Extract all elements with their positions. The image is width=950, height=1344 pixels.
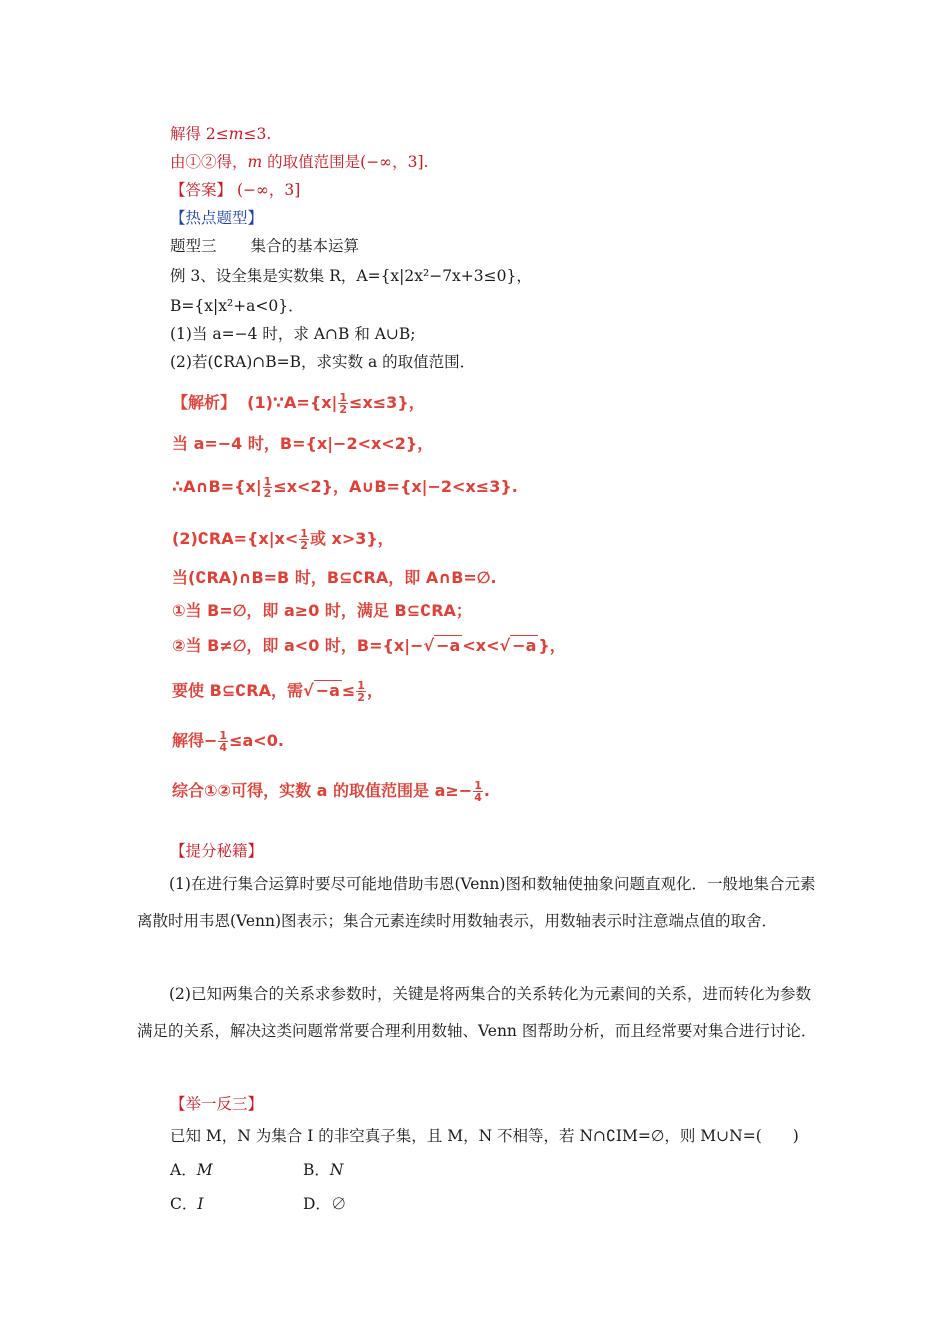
option-value: ∅ [330, 1195, 347, 1213]
text: 解得− [172, 731, 218, 750]
tips-paragraph-2: (2)已知两集合的关系求参数时，关键是将两集合的关系转化为元素间的关系，进而转化为参数满足的关系，解决这类问题常常要合理利用数轴、Venn 图帮助分析，而且经常要对集合进行讨论． [137, 985, 817, 1040]
option-label: C． [170, 1195, 198, 1213]
option-d[interactable] [303, 1194, 346, 1214]
denominator: 2 [357, 691, 365, 704]
set-b-definition: B={x|x²+a<0}． [170, 297, 304, 315]
option-b[interactable] [303, 1160, 343, 1180]
solution-line-8: 要使 B⊆∁RA，需√ −a ≤ $\frac{1}{2}$ ， [172, 679, 383, 704]
fraction-quarter [218, 730, 228, 753]
fraction-half [263, 476, 273, 499]
question-1: (1)当 a=−4 时，求 A∩B 和 A∪B; [170, 325, 416, 343]
sqrt-argument: −a [512, 636, 537, 655]
numerator: 1 [339, 391, 348, 404]
text: 综合①②可得，实数 a 的取值范围是 a≥− [172, 781, 473, 800]
numerator: 1 [357, 679, 365, 692]
solution-line-7: ②当 B≠∅，即 a<0 时，B={x|−√ −a <x<√ −a }， [172, 636, 566, 655]
option-value: M [196, 1161, 213, 1179]
numerator: 1 [474, 779, 482, 792]
practice-tag: 【举一反三】 [170, 1095, 264, 1113]
fraction-quarter [473, 780, 483, 803]
option-a[interactable] [170, 1160, 213, 1180]
text: (1)∵A={x| [247, 393, 338, 412]
solution-line-5: 当(∁RA)∩B=B 时，B⊆∁RA，即 A∩B=∅. [172, 568, 497, 587]
solution-line-3 [172, 476, 518, 499]
text: 的取值范围是(−∞，3]. [262, 153, 429, 171]
sqrt-argument: −a [436, 636, 461, 655]
numerator: 1 [300, 527, 308, 540]
solution-line-1 [172, 392, 425, 415]
option-c[interactable] [170, 1194, 204, 1214]
var-m: m [247, 153, 263, 171]
practice-question: 已知 M，N 为集合 I 的非空真子集，且 M，N 不相等，若 N∩∁IM=∅，则 M∪N=( ) [170, 1127, 799, 1145]
text: . [483, 781, 490, 800]
example-label: 例 3、设全集是实数集 R， [170, 267, 357, 285]
text: ≤a<0. [229, 731, 284, 750]
option-value: I [197, 1195, 204, 1213]
set-a-definition: A={x|2x²−7x+3≤0}， [356, 267, 532, 285]
answer-line-2 [170, 152, 428, 172]
text: ≤3. [243, 125, 272, 143]
option-label: A． [170, 1161, 197, 1179]
denominator: 2 [339, 403, 348, 416]
text: ≤x<2}，A∪B={x|−2<x≤3}. [273, 477, 518, 496]
solution-line-4 [172, 528, 394, 551]
var-m: m [228, 125, 244, 143]
text: ∴A∩B={x| [172, 477, 262, 496]
text: ②当 B≠∅，即 a<0 时，B={x|− [172, 636, 424, 655]
text: (2)∁RA={x|x< [172, 529, 299, 548]
solution-line-9 [172, 730, 284, 753]
option-value: N [329, 1161, 344, 1179]
text: ≤x≤3}， [349, 393, 425, 412]
option-label: D． [303, 1195, 331, 1213]
example-line-1 [170, 266, 532, 286]
solution-line-2: 当 a=−4 时，B={x|−2<x<2}， [172, 434, 434, 453]
tips-paragraph-1: (1)在进行集合运算时要尽可能地借助韦恩(Venn)图和数轴使抽象问题直观化．一般地集合元素离散时用韦恩(Venn)图表示；集合元素连续时用数轴表示，用数轴表示时注意端点值的取舍． [137, 875, 816, 930]
text: <x< [462, 636, 500, 655]
text: ， [366, 681, 383, 700]
text: 或 x>3}， [309, 529, 394, 548]
tips-tag: 【提分秘籍】 [170, 842, 264, 860]
text: ≤ [341, 681, 356, 700]
answer-tag: 【答案】 [170, 181, 233, 199]
option-label: B． [303, 1161, 330, 1179]
text: }， [538, 636, 566, 655]
denominator: 4 [219, 741, 228, 754]
fraction-half [338, 392, 348, 415]
numerator: 1 [263, 475, 272, 488]
numerator: 1 [219, 729, 228, 742]
answer-line-1 [170, 124, 271, 144]
sqrt-argument: −a [315, 681, 340, 700]
fraction-half [299, 528, 309, 551]
text: 解得 2≤ [170, 125, 229, 143]
question-2: (2)若(∁RA)∩B=B，求实数 a 的取值范围． [170, 353, 476, 371]
solution-tag: 【解析】 [172, 393, 237, 412]
topic-title: 集合的基本运算 [250, 237, 360, 255]
answer-line-3 [170, 180, 300, 200]
hot-topic-tag: 【热点题型】 [170, 209, 264, 227]
denominator: 2 [300, 539, 308, 552]
text: 由①②得， [170, 153, 248, 171]
topic-heading [170, 236, 359, 256]
solution-line-10 [172, 780, 490, 803]
denominator: 2 [263, 487, 272, 500]
text: 要使 B⊆∁RA，需 [172, 681, 304, 700]
solution-line-6: ①当 B=∅，即 a≥0 时，满足 B⊆∁RA； [172, 601, 472, 620]
fraction-half [356, 680, 366, 703]
denominator: 4 [474, 791, 482, 804]
topic-label: 题型三 [170, 237, 217, 255]
answer-value: (−∞，3] [232, 181, 301, 199]
